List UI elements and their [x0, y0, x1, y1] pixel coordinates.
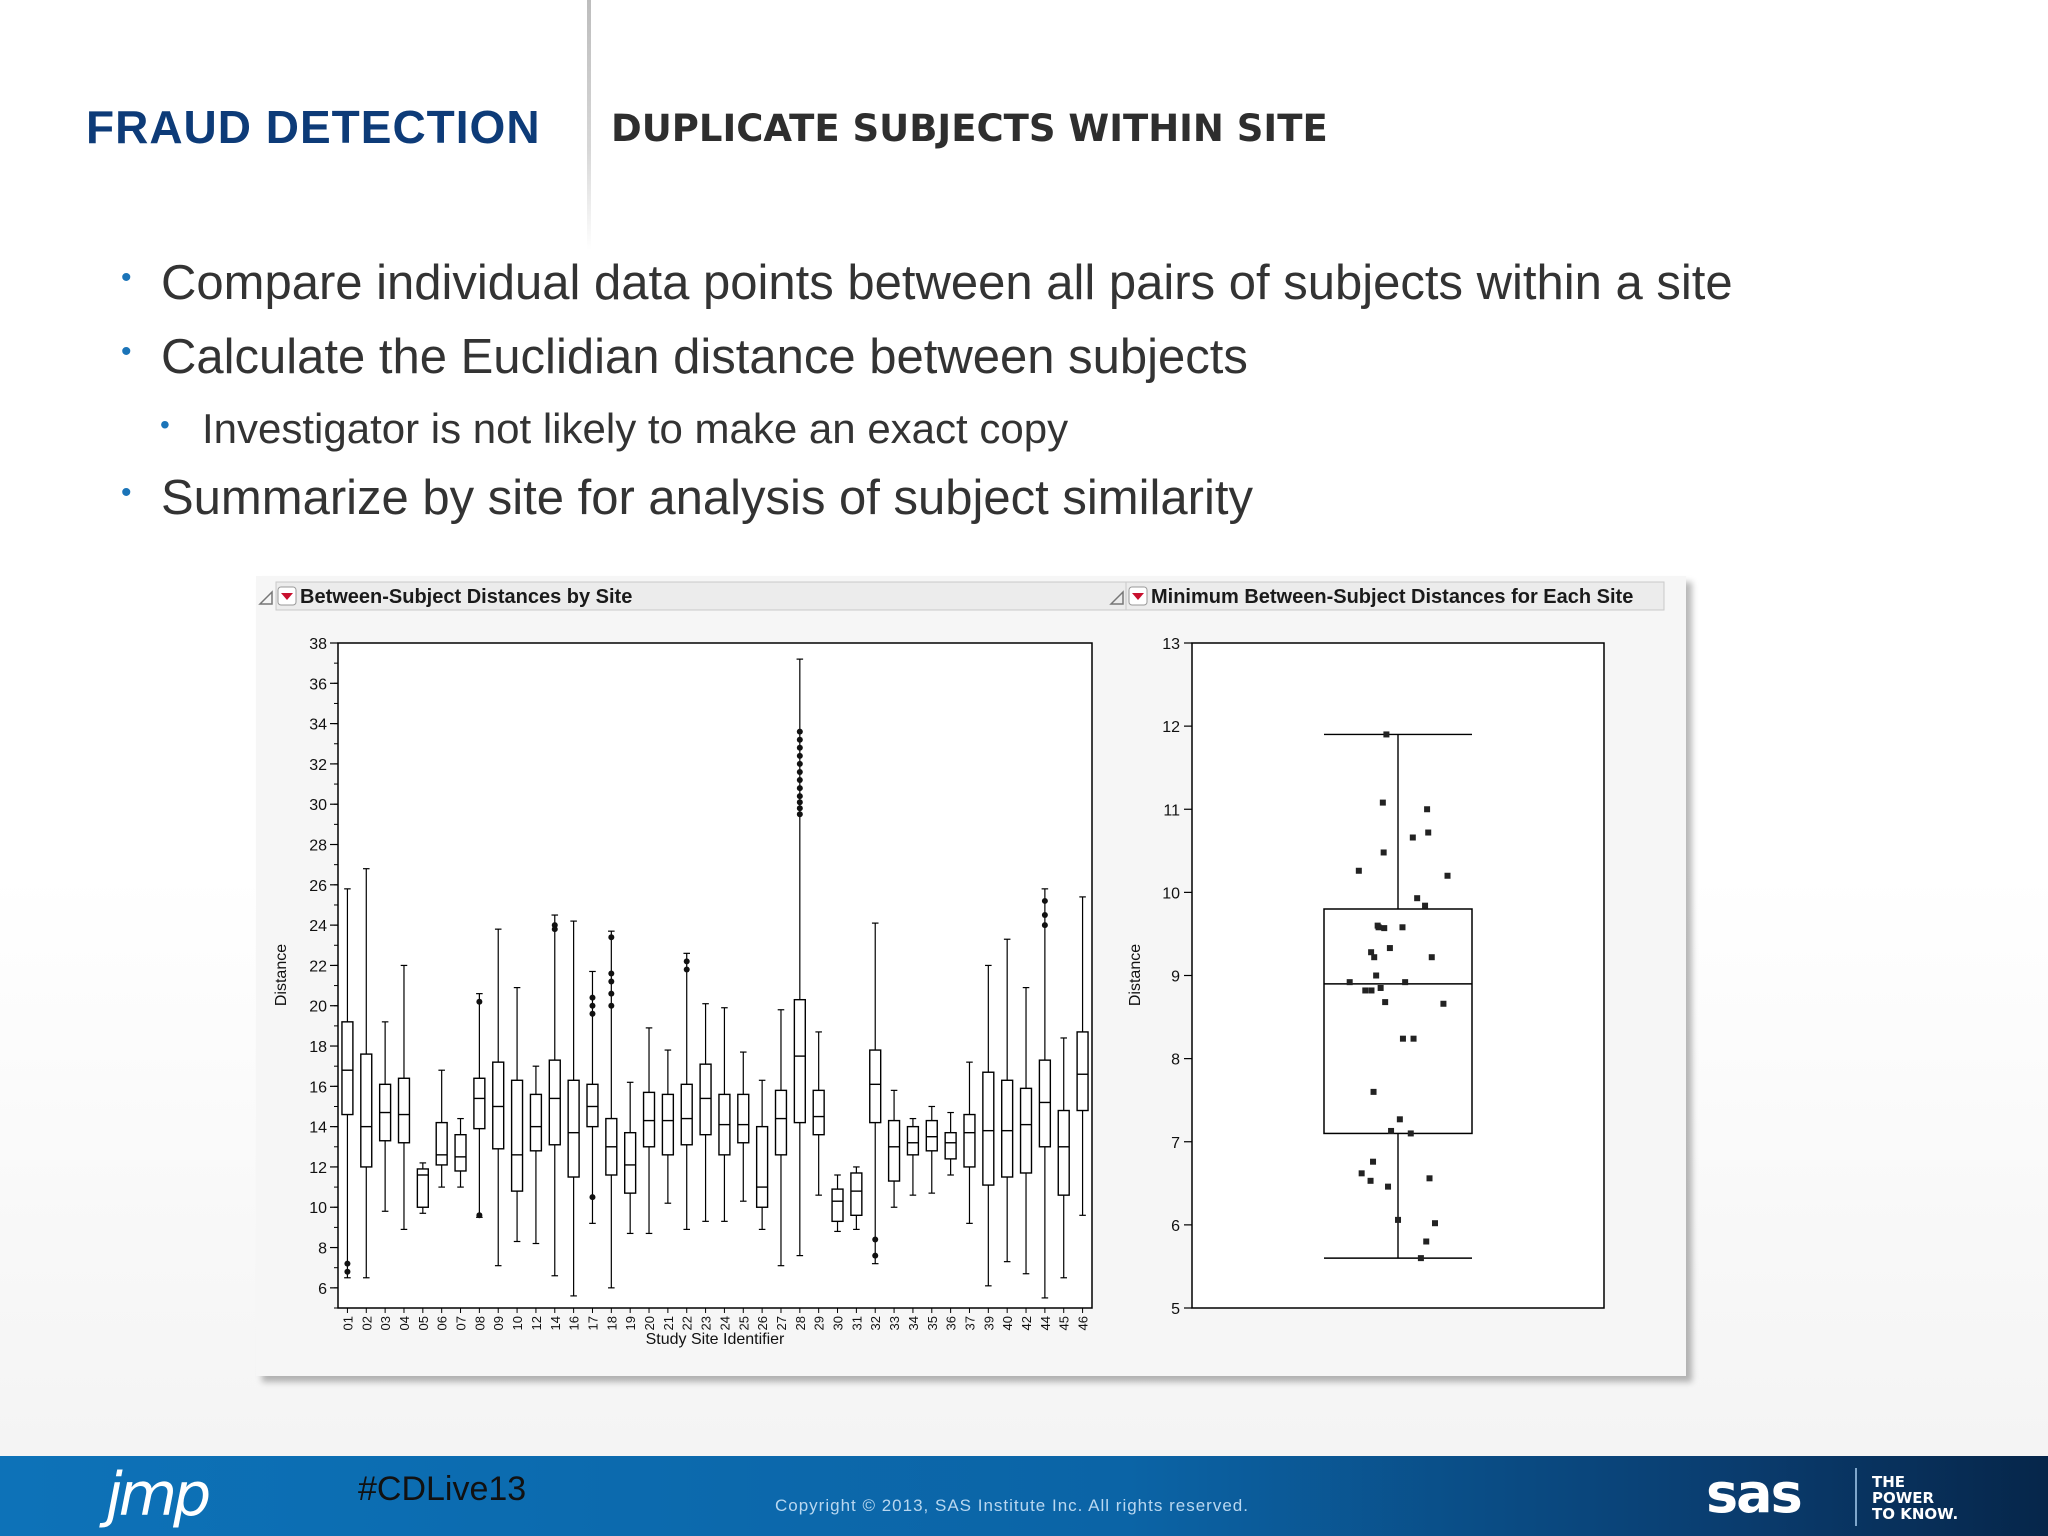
box-iqr [832, 1189, 843, 1221]
x-tick-label: 02 [359, 1316, 375, 1331]
x-tick-label: 08 [472, 1316, 488, 1331]
x-tick-label: 30 [830, 1316, 846, 1331]
outlier-point [608, 979, 614, 985]
outlier-point [344, 1261, 350, 1267]
box-iqr [983, 1072, 994, 1185]
box-site-05 [417, 1163, 428, 1213]
y-tick-label: 26 [309, 877, 327, 895]
data-point [1427, 1175, 1433, 1181]
data-point [1425, 830, 1431, 836]
box-iqr [625, 1133, 636, 1193]
y-tick-label: 6 [1171, 1217, 1180, 1235]
y-tick-label: 7 [1171, 1134, 1180, 1152]
x-tick-label: 44 [1037, 1316, 1053, 1331]
outlier-point [797, 785, 803, 791]
data-point [1418, 1255, 1424, 1261]
x-tick-label: 03 [378, 1316, 394, 1331]
y-tick-label: 20 [309, 998, 327, 1016]
outlier-point [872, 1253, 878, 1259]
y-tick-label: 22 [309, 958, 327, 976]
outlier-point [344, 1269, 350, 1275]
data-point [1373, 973, 1379, 979]
bullet-dot-icon: • [121, 261, 132, 294]
bullet-item [121, 255, 1733, 311]
y-tick-label: 12 [1162, 719, 1180, 737]
box-iqr [1002, 1080, 1013, 1177]
data-point [1440, 1001, 1446, 1007]
chart2-y-axis-label: Distance [1127, 943, 1144, 1007]
box-iqr [342, 1022, 353, 1115]
outlier-point [797, 793, 803, 799]
data-point [1397, 1116, 1403, 1122]
x-tick-label: 18 [604, 1316, 620, 1331]
data-point [1378, 985, 1384, 991]
y-tick-label: 28 [309, 837, 327, 855]
x-tick-label: 27 [773, 1316, 789, 1331]
outlier-point [589, 995, 595, 1001]
x-tick-label: 19 [623, 1316, 639, 1331]
logo-divider [1855, 1468, 1857, 1526]
data-point [1410, 835, 1416, 841]
data-point [1422, 903, 1428, 909]
bullet-text: Compare individual data points between all pairs of subjects within a site [161, 256, 1733, 310]
box-iqr [907, 1127, 918, 1155]
chart-canvas [256, 576, 1686, 1376]
box-iqr [662, 1094, 673, 1154]
x-tick-label: 31 [849, 1316, 865, 1331]
data-point [1382, 999, 1388, 1005]
y-tick-label: 10 [309, 1200, 327, 1218]
x-tick-label: 10 [510, 1316, 526, 1331]
jmp-logo: jmp [106, 1460, 208, 1530]
data-point [1359, 1170, 1365, 1176]
y-tick-label: 10 [1162, 885, 1180, 903]
x-tick-label: 01 [340, 1316, 356, 1331]
data-point [1383, 731, 1389, 737]
chart2-header[interactable] [1111, 582, 1664, 610]
y-tick-label: 38 [309, 636, 327, 653]
y-tick-label: 16 [309, 1079, 327, 1097]
data-point [1400, 1036, 1406, 1042]
x-tick-label: 33 [887, 1316, 903, 1331]
data-point [1408, 1130, 1414, 1136]
outlier-point [1042, 912, 1048, 918]
outlier-point [797, 805, 803, 811]
box-iqr [1021, 1088, 1032, 1173]
x-tick-label: 32 [868, 1316, 884, 1331]
x-tick-label: 25 [736, 1316, 752, 1331]
box-iqr [1077, 1032, 1088, 1111]
box-iqr [964, 1115, 975, 1167]
chart2-title: Minimum Between-Subject Distances for Each Site [1151, 586, 1634, 608]
x-tick-label: 22 [679, 1316, 695, 1331]
data-point [1411, 1036, 1417, 1042]
y-tick-label: 12 [309, 1159, 327, 1177]
box-iqr [870, 1050, 881, 1123]
data-point [1395, 1217, 1401, 1223]
y-tick-label: 6 [318, 1280, 327, 1298]
chart2-y-axis [1162, 636, 1192, 1318]
data-point [1381, 849, 1387, 855]
chart1-title: Between-Subject Distances by Site [300, 586, 633, 608]
box-iqr [1058, 1111, 1069, 1196]
outlier-point [797, 745, 803, 751]
data-point [1423, 1239, 1429, 1245]
x-tick-label: 28 [792, 1316, 808, 1331]
box-iqr [587, 1084, 598, 1126]
outlier-point [684, 966, 690, 972]
chart1-x-axis-label: Study Site Identifier [645, 1331, 785, 1348]
y-tick-label: 8 [318, 1240, 327, 1258]
data-point [1368, 987, 1374, 993]
data-point [1432, 1220, 1438, 1226]
y-tick-label: 14 [309, 1119, 327, 1137]
bullet-text: Investigator is not likely to make an exact copy [202, 405, 1069, 452]
data-point [1368, 1178, 1374, 1184]
outlier-point [1042, 922, 1048, 928]
x-tick-label: 35 [924, 1316, 940, 1331]
sas-tagline [1872, 1474, 1958, 1522]
outlier-point [552, 926, 558, 932]
x-tick-label: 34 [905, 1316, 921, 1331]
x-tick-label: 45 [1056, 1316, 1072, 1331]
box-iqr [361, 1054, 372, 1167]
chart1-header[interactable] [260, 582, 1126, 610]
x-tick-label: 06 [434, 1316, 450, 1331]
data-point [1371, 954, 1377, 960]
x-tick-label: 26 [755, 1316, 771, 1331]
outlier-point [684, 958, 690, 964]
y-tick-label: 24 [309, 918, 327, 936]
box-iqr [681, 1084, 692, 1144]
y-tick-label: 13 [1162, 636, 1180, 653]
outlier-point [608, 934, 614, 940]
y-tick-label: 9 [1171, 968, 1180, 986]
data-point [1429, 954, 1435, 960]
sas-logo: sas [1706, 1462, 1801, 1525]
outlier-point [608, 991, 614, 997]
y-tick-label: 5 [1171, 1301, 1180, 1318]
outlier-point [608, 1003, 614, 1009]
copyright-text: Copyright © 2013, SAS Institute Inc. All rights reserved. [775, 1496, 1249, 1515]
outlier-point [476, 999, 482, 1005]
data-point [1399, 924, 1405, 930]
box-iqr [738, 1094, 749, 1142]
y-tick-label: 36 [309, 676, 327, 694]
box-iqr [776, 1090, 787, 1154]
chart1-y-axis [309, 636, 338, 1308]
x-tick-label: 09 [491, 1316, 507, 1331]
outlier-point [797, 777, 803, 783]
y-tick-label: 8 [1171, 1051, 1180, 1069]
box-iqr [436, 1123, 447, 1165]
bullet-text: Summarize by site for analysis of subject similarity [161, 471, 1253, 525]
data-point [1387, 945, 1393, 951]
bullet-dot-icon: • [160, 409, 170, 440]
hashtag: #CDLive13 [358, 1470, 527, 1508]
x-tick-label: 07 [453, 1316, 469, 1331]
box-iqr [757, 1127, 768, 1208]
box-iqr [926, 1121, 937, 1151]
x-tick-label: 39 [981, 1316, 997, 1331]
tagline-line: TO KNOW. [1872, 1505, 1959, 1523]
box-iqr [644, 1092, 655, 1146]
data-point [1424, 806, 1430, 812]
box-iqr [530, 1094, 541, 1150]
bullet-dot-icon: • [121, 335, 132, 368]
data-point [1371, 1089, 1377, 1095]
x-tick-label: 12 [528, 1316, 544, 1331]
x-tick-label: 17 [585, 1316, 601, 1331]
box-iqr [1039, 1060, 1050, 1147]
x-tick-label: 36 [943, 1316, 959, 1331]
x-tick-label: 16 [566, 1316, 582, 1331]
data-point [1402, 979, 1408, 985]
outlier-point [797, 753, 803, 759]
slide-title: FRAUD DETECTION [86, 101, 541, 153]
x-tick-label: 24 [717, 1316, 733, 1331]
data-point [1380, 800, 1386, 806]
data-point [1445, 873, 1451, 879]
data-point [1376, 924, 1382, 930]
bullet-subitem [160, 405, 1069, 453]
outlier-point [589, 1194, 595, 1200]
outlier-point [797, 769, 803, 775]
y-tick-label: 11 [1163, 802, 1180, 820]
x-tick-label: 42 [1019, 1316, 1035, 1331]
tagline-line: THE [1872, 1473, 1906, 1491]
box-iqr [700, 1064, 711, 1135]
data-point [1370, 1159, 1376, 1165]
box-iqr [399, 1078, 410, 1142]
y-tick-label: 32 [309, 756, 327, 774]
box-iqr [945, 1133, 956, 1159]
y-tick-label: 18 [309, 1039, 327, 1057]
data-point [1347, 979, 1353, 985]
slide-subtitle: DUPLICATE SUBJECTS WITHIN SITE [611, 107, 1328, 150]
data-point [1381, 925, 1387, 931]
x-tick-label: 20 [642, 1316, 658, 1331]
outlier-point [589, 1003, 595, 1009]
box-iqr [512, 1080, 523, 1191]
y-tick-label: 30 [309, 797, 327, 815]
data-point [1356, 868, 1362, 874]
outlier-point [872, 1236, 878, 1242]
outlier-point [1042, 898, 1048, 904]
outlier-point [476, 1212, 482, 1218]
data-point [1414, 895, 1420, 901]
box-iqr [493, 1062, 504, 1149]
box-iqr [889, 1121, 900, 1181]
chart-panel [256, 576, 1686, 1376]
x-tick-label: 05 [415, 1316, 431, 1331]
x-tick-label: 21 [660, 1316, 676, 1331]
chart1-plot-frame [338, 643, 1092, 1308]
outlier-point [797, 811, 803, 817]
bullet-item [121, 470, 1253, 526]
outlier-point [797, 729, 803, 735]
chart1-x-axis [340, 1308, 1090, 1330]
box-iqr [851, 1173, 862, 1215]
disclosure-icon[interactable] [260, 592, 272, 604]
bullet-dot-icon: • [121, 476, 132, 509]
x-tick-label: 14 [547, 1316, 563, 1331]
data-point [1362, 987, 1368, 993]
outlier-point [608, 970, 614, 976]
x-tick-label: 37 [962, 1316, 978, 1331]
outlier-point [589, 1011, 595, 1017]
box-iqr [474, 1078, 485, 1128]
outlier-point [797, 799, 803, 805]
x-tick-label: 04 [396, 1316, 412, 1331]
x-tick-label: 29 [811, 1316, 827, 1331]
x-tick-label: 40 [1000, 1316, 1016, 1331]
chart1-y-axis-label: Distance [273, 943, 290, 1007]
title-divider [587, 0, 591, 250]
data-point [1388, 1128, 1394, 1134]
y-tick-label: 34 [309, 716, 327, 734]
x-tick-label: 46 [1075, 1316, 1091, 1331]
tagline-line: POWER [1872, 1489, 1935, 1507]
x-tick-label: 23 [698, 1316, 714, 1331]
outlier-point [797, 761, 803, 767]
box-iqr [455, 1135, 466, 1171]
box-iqr [794, 1000, 805, 1123]
box-iqr [568, 1080, 579, 1177]
outlier-point [797, 737, 803, 743]
bullet-item [121, 329, 1248, 385]
box-iqr [813, 1090, 824, 1134]
data-point [1385, 1184, 1391, 1190]
box-iqr [549, 1060, 560, 1145]
bullet-text: Calculate the Euclidian distance between subjects [161, 330, 1248, 384]
